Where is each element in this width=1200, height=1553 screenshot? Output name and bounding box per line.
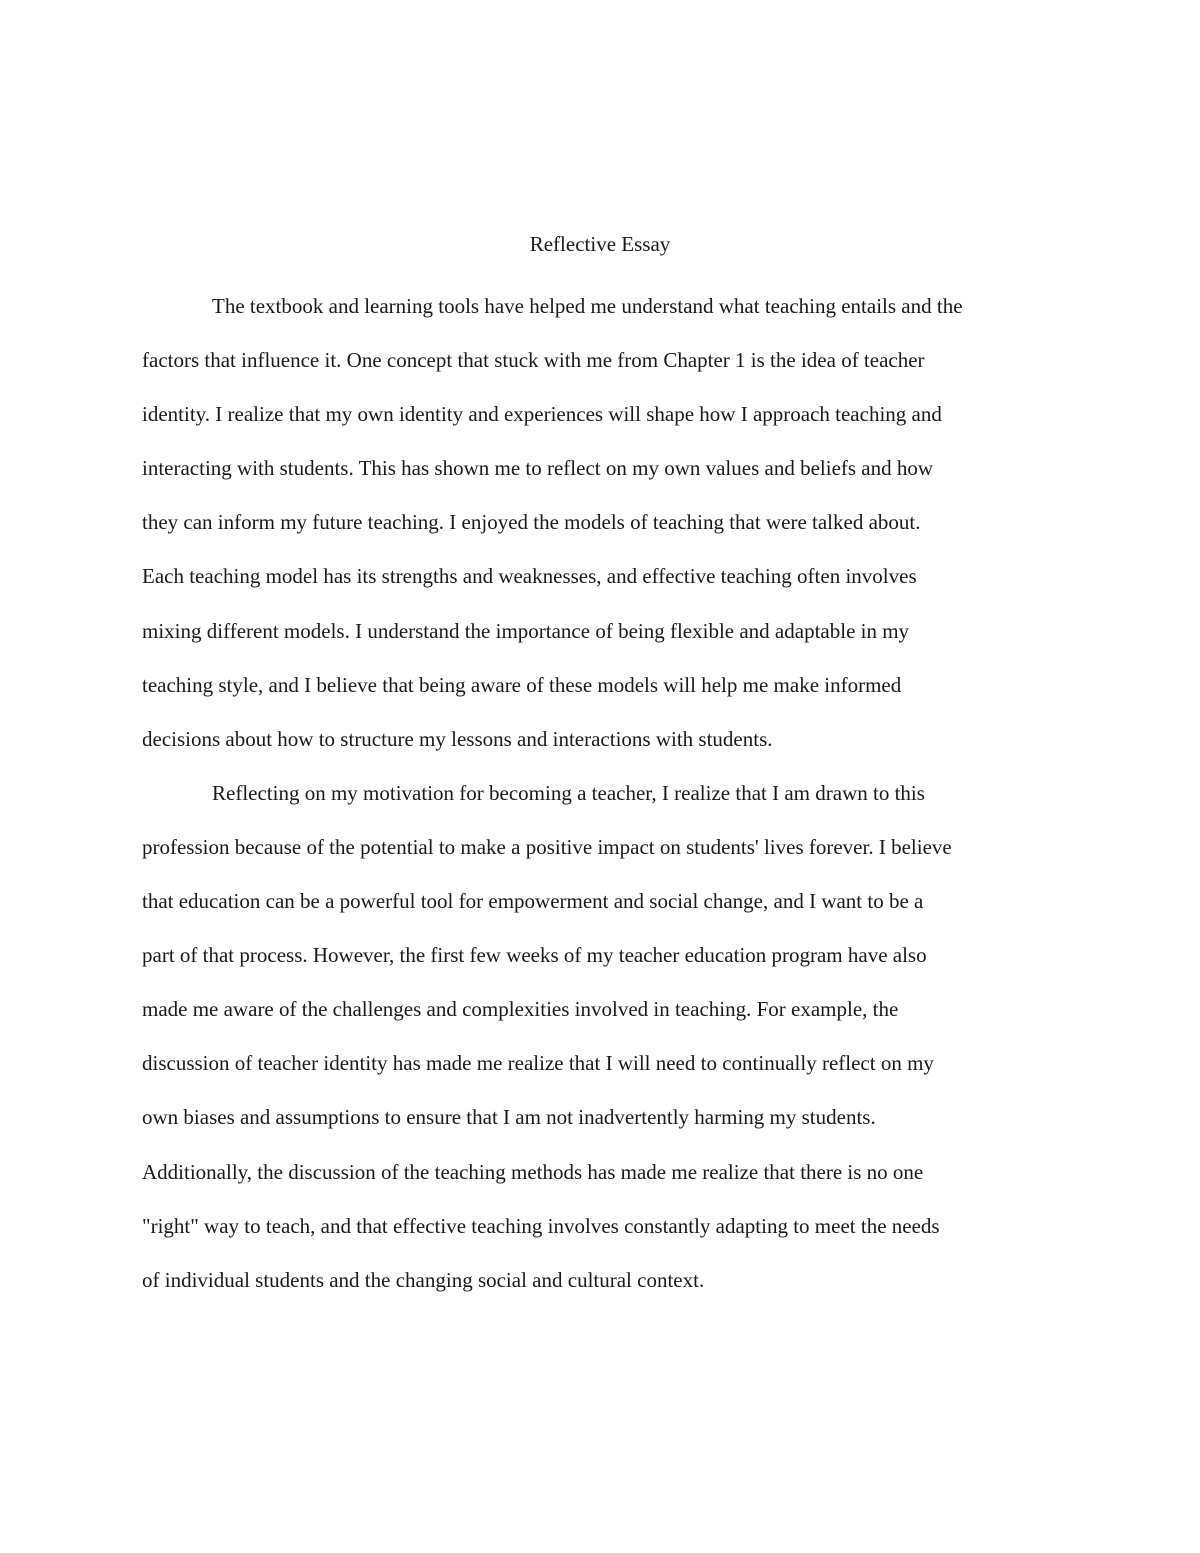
paragraph-line: Each teaching model has its strengths and weaknesses, and effective teaching often involves bbox=[142, 564, 917, 589]
paragraph-line: factors that influence it. One concept that stuck with me from Chapter 1 is the idea of teacher bbox=[142, 348, 925, 373]
paragraph-line: own biases and assumptions to ensure that I am not inadvertently harming my students. bbox=[142, 1105, 876, 1130]
paragraph-line: Additionally, the discussion of the teaching methods has made me realize that there is no one bbox=[142, 1159, 924, 1184]
paragraph-line: they can inform my future teaching. I enjoyed the models of teaching that were talked about. bbox=[142, 510, 921, 535]
paragraph-line: that education can be a powerful tool for empowerment and social change, and I want to be a bbox=[142, 889, 924, 914]
paragraph-2 bbox=[142, 766, 1058, 1307]
paragraph-line: part of that process. However, the first few weeks of my teacher education program have also bbox=[142, 943, 927, 968]
paragraph-line: The textbook and learning tools have helped me understand what teaching entails and the bbox=[212, 294, 963, 318]
paragraph-line: identity. I realize that my own identity and experiences will shape how I approach teaching and bbox=[142, 402, 942, 427]
paragraph-line: of individual students and the changing social and cultural context. bbox=[142, 1267, 705, 1292]
paragraph-line: teaching style, and I believe that being aware of these models will help me make informed bbox=[142, 672, 902, 697]
paragraph-line: interacting with students. This has shown me to reflect on my own values and beliefs and how bbox=[142, 456, 934, 481]
essay-body bbox=[142, 225, 1058, 1307]
paragraph-1 bbox=[142, 279, 1058, 766]
paragraph-line: "right" way to teach, and that effective teaching involves constantly adapting to meet the needs bbox=[142, 1213, 940, 1238]
paragraph-line: decisions about how to structure my lessons and interactions with students. bbox=[142, 726, 773, 751]
paragraph-line: Reflecting on my motivation for becoming a teacher, I realize that I am drawn to this bbox=[212, 780, 925, 805]
essay-title: Reflective Essay bbox=[529, 232, 671, 256]
paragraph-line: made me aware of the challenges and complexities involved in teaching. For example, the bbox=[142, 997, 899, 1022]
paragraph-line: profession because of the potential to make a positive impact on students' lives forever. I believe bbox=[142, 834, 952, 859]
paragraph-line: discussion of teacher identity has made me realize that I will need to continually reflect on my bbox=[142, 1051, 934, 1076]
paragraph-line: mixing different models. I understand the importance of being flexible and adaptable in my bbox=[142, 618, 910, 643]
